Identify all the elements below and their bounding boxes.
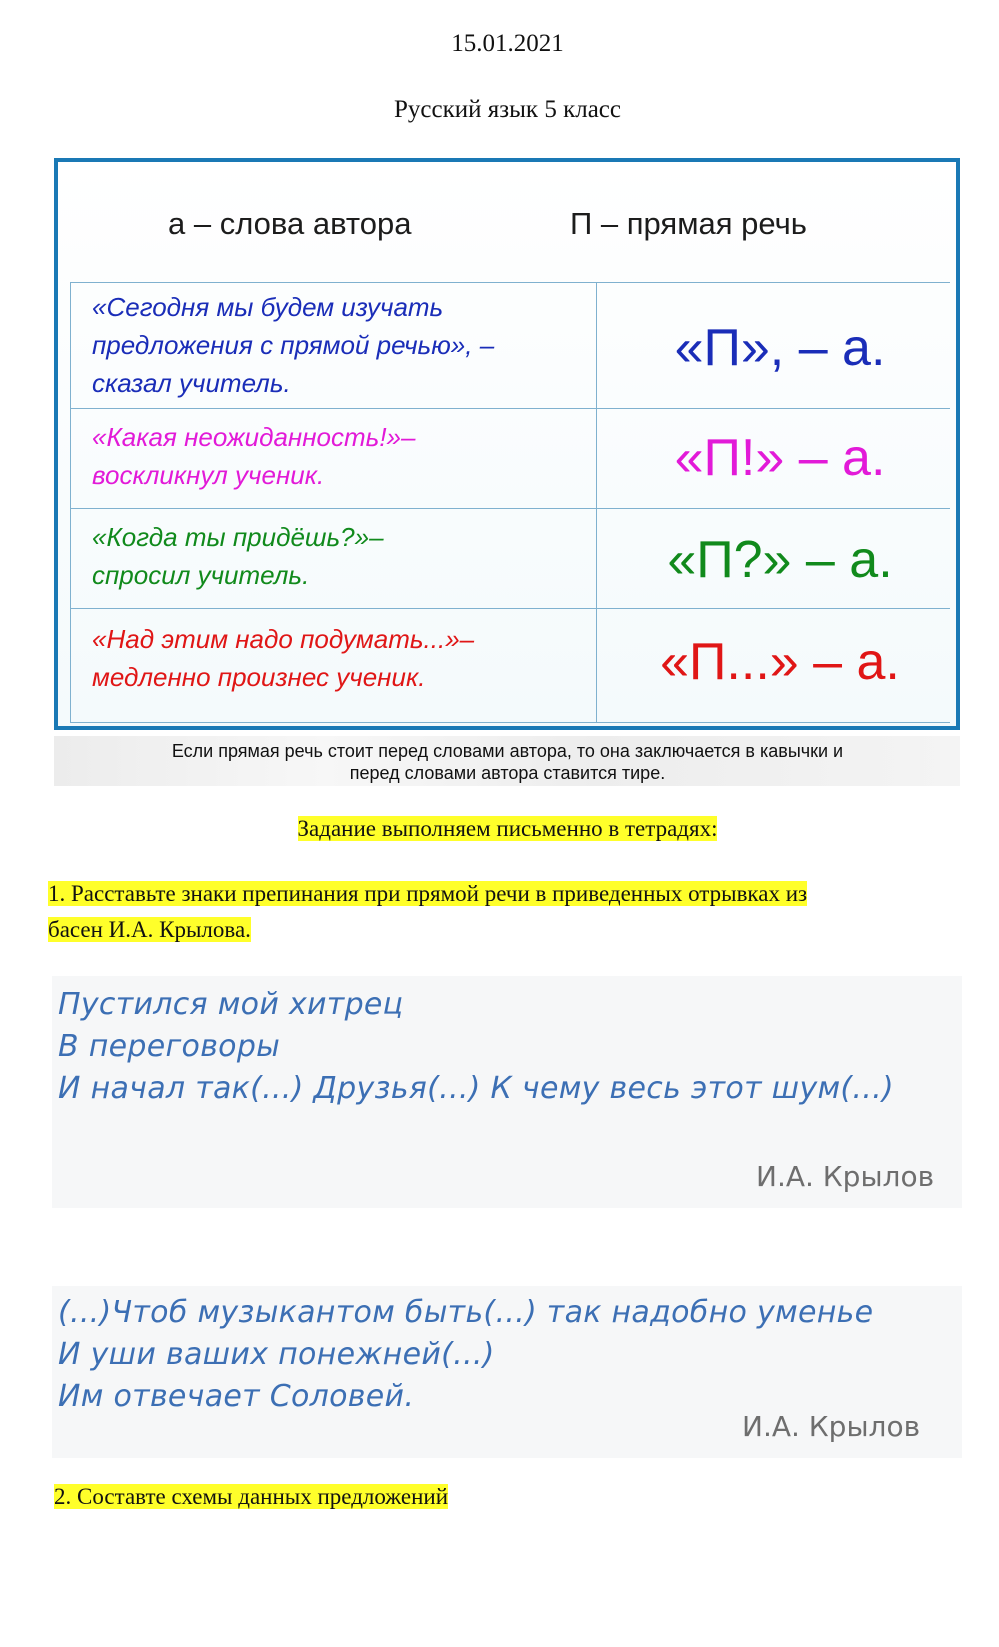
direct-speech-rule-table bbox=[54, 158, 960, 730]
table-row-scheme: «П», – а. bbox=[674, 319, 886, 377]
table-divider bbox=[70, 408, 950, 409]
table-row-example: «Какая неожиданность!»– воскликнул ученик. bbox=[92, 422, 416, 490]
table-row-scheme: «П...» – а. bbox=[660, 633, 900, 691]
table-row-example: «Когда ты придёшь?»– спросил учитель. bbox=[92, 522, 384, 590]
fable-excerpt-1-author: И.А. Крылов bbox=[756, 1160, 935, 1193]
table-row-example: «Сегодня мы будем изучать предложения с прямой речью», – сказал учитель. bbox=[92, 292, 495, 398]
table-divider bbox=[70, 508, 950, 509]
table-row-scheme: «П!» – а. bbox=[674, 429, 886, 487]
legend-author-words: а – слова автора bbox=[168, 206, 412, 241]
rule-caption: Если прямая речь стоит перед словами автора, то она заключается в кавычки и перед словами автора ставится тире. bbox=[171, 741, 844, 783]
fable-excerpt-2-text: (...)Чтоб музыкантом быть(...) так надобно уменье И уши ваших понежней(...) Им отвечает Соловей. bbox=[58, 1295, 874, 1414]
fable-excerpt-2-author: И.А. Крылов bbox=[742, 1410, 921, 1443]
assignment-heading: Задание выполняем письменно в тетрадях: bbox=[297, 816, 718, 841]
table-left-border bbox=[70, 282, 71, 722]
task-2: 2. Составте схемы данных предложений bbox=[54, 1484, 449, 1509]
legend-direct-speech: П – прямая речь bbox=[570, 206, 807, 241]
table-row-example: «Над этим надо подумать...»– медленно произнес ученик. bbox=[92, 624, 475, 692]
document-subject: Русский язык 5 класс bbox=[394, 96, 621, 123]
table-divider bbox=[70, 608, 950, 609]
table-row-scheme: «П?» – а. bbox=[667, 531, 893, 589]
fable-excerpt-1-text: Пустился мой хитрец В переговоры И начал так(...) Друзья(...) К чему весь этот шум(...) bbox=[58, 987, 894, 1106]
document-date: 15.01.2021 bbox=[451, 30, 564, 57]
task-1: 1. Расставьте знаки препинания при прямой речи в приведенных отрывках из басен И.А. Крылова. bbox=[48, 881, 808, 942]
table-divider bbox=[70, 722, 950, 723]
table-divider bbox=[70, 282, 950, 283]
